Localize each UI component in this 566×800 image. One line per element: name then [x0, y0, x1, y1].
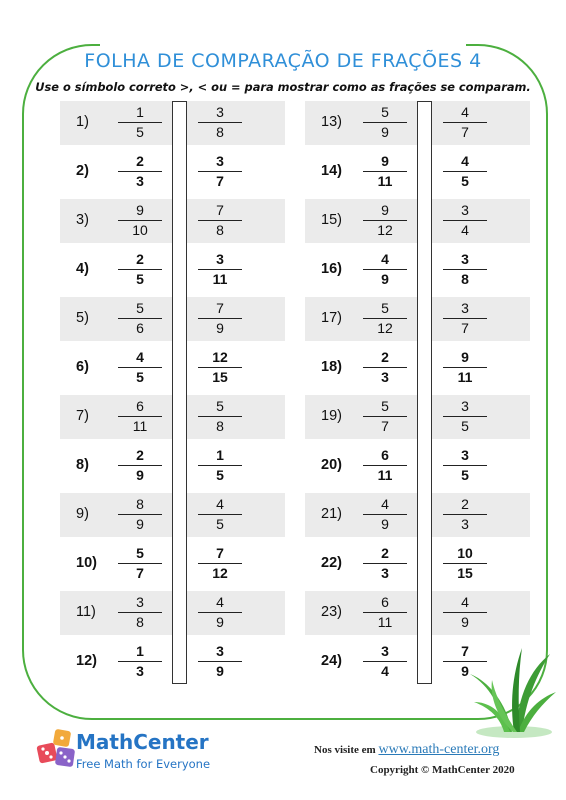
problem-number: 22) [321, 555, 342, 571]
denominator: 3 [363, 563, 407, 583]
answer-box[interactable] [417, 194, 432, 243]
numerator: 3 [461, 202, 469, 218]
answer-box[interactable] [417, 586, 432, 635]
fraction-right [198, 642, 242, 681]
visit-text: Nos visite em [314, 744, 376, 756]
problem-number: 9) [76, 506, 89, 522]
answer-box[interactable] [417, 243, 432, 292]
denominator: 7 [118, 563, 162, 583]
numerator: 2 [381, 545, 389, 561]
fraction-right [443, 152, 487, 191]
fraction-left [118, 152, 162, 191]
numerator: 9 [381, 153, 389, 169]
fraction-right [443, 103, 487, 142]
fraction-left [363, 250, 407, 289]
denominator: 5 [118, 122, 162, 142]
numerator: 12 [212, 349, 228, 365]
numerator: 10 [457, 545, 473, 561]
problem-row [60, 101, 285, 145]
fraction-left [118, 593, 162, 632]
answer-box[interactable] [172, 292, 187, 341]
fraction-right [198, 446, 242, 485]
answer-box[interactable] [417, 537, 432, 586]
numerator: 8 [136, 496, 144, 512]
answer-box[interactable] [172, 635, 187, 684]
fraction-right [443, 299, 487, 338]
numerator: 9 [461, 349, 469, 365]
numerator: 5 [381, 104, 389, 120]
numerator: 7 [216, 545, 224, 561]
problem-number: 12) [76, 653, 97, 669]
denominator: 5 [118, 269, 162, 289]
fraction-right [198, 201, 242, 240]
denominator: 12 [363, 318, 407, 338]
fraction-right [443, 446, 487, 485]
fraction-left [118, 446, 162, 485]
problem-number: 6) [76, 359, 89, 375]
denominator: 7 [198, 171, 242, 191]
denominator: 10 [118, 220, 162, 240]
problem-row [305, 542, 530, 586]
problem-row [60, 640, 285, 684]
problem-number: 16) [321, 261, 342, 277]
problem-number: 19) [321, 408, 342, 424]
fraction-left [363, 642, 407, 681]
denominator: 11 [118, 416, 162, 436]
denominator: 5 [443, 465, 487, 485]
denominator: 9 [443, 661, 487, 681]
worksheet-title: FOLHA DE COMPARAÇÃO DE FRAÇÕES 4 [84, 50, 482, 72]
problem-row [305, 395, 530, 439]
denominator: 8 [118, 612, 162, 632]
fraction-right [198, 348, 242, 387]
answer-box[interactable] [172, 243, 187, 292]
answer-box[interactable] [172, 488, 187, 537]
fraction-right [443, 397, 487, 436]
numerator: 3 [216, 104, 224, 120]
numerator: 4 [216, 594, 224, 610]
numerator: 6 [136, 398, 144, 414]
denominator: 7 [363, 416, 407, 436]
answer-box[interactable] [417, 390, 432, 439]
denominator: 9 [363, 122, 407, 142]
problem-row [305, 101, 530, 145]
answer-box[interactable] [172, 390, 187, 439]
numerator: 3 [216, 643, 224, 659]
denominator: 15 [198, 367, 242, 387]
problem-number: 8) [76, 457, 89, 473]
numerator: 4 [136, 349, 144, 365]
denominator: 5 [443, 171, 487, 191]
problem-row [305, 346, 530, 390]
numerator: 3 [461, 300, 469, 316]
answer-box[interactable] [417, 488, 432, 537]
denominator: 8 [198, 220, 242, 240]
fraction-right [198, 495, 242, 534]
numerator: 9 [381, 202, 389, 218]
problem-number: 1) [76, 114, 89, 130]
problem-row [305, 297, 530, 341]
answer-box[interactable] [417, 341, 432, 390]
problem-row [60, 150, 285, 194]
answer-box[interactable] [172, 537, 187, 586]
answer-box[interactable] [172, 145, 187, 194]
problem-number: 17) [321, 310, 342, 326]
fraction-left [363, 495, 407, 534]
fraction-left [363, 397, 407, 436]
problem-number: 23) [321, 604, 342, 620]
denominator: 8 [198, 416, 242, 436]
problem-number: 14) [321, 163, 342, 179]
numerator: 3 [461, 447, 469, 463]
brand-tagline: Free Math for Everyone [76, 757, 211, 771]
fraction-left [118, 544, 162, 583]
fraction-right [443, 495, 487, 534]
numerator: 2 [461, 496, 469, 512]
fraction-right [443, 544, 487, 583]
numerator: 9 [136, 202, 144, 218]
problem-number: 2) [76, 163, 89, 179]
fraction-right [443, 201, 487, 240]
denominator: 11 [198, 269, 242, 289]
fraction-left [118, 397, 162, 436]
numerator: 4 [216, 496, 224, 512]
numerator: 4 [381, 496, 389, 512]
numerator: 5 [136, 300, 144, 316]
fraction-left [363, 593, 407, 632]
numerator: 4 [461, 104, 469, 120]
answer-box[interactable] [417, 101, 432, 145]
numerator: 7 [216, 202, 224, 218]
problem-row [60, 199, 285, 243]
fraction-right [443, 593, 487, 632]
numerator: 5 [381, 398, 389, 414]
problem-number: 13) [321, 114, 342, 130]
visit-line [314, 742, 499, 758]
problem-row [60, 248, 285, 292]
denominator: 9 [198, 612, 242, 632]
fraction-left [363, 152, 407, 191]
numerator: 5 [216, 398, 224, 414]
fraction-right [443, 250, 487, 289]
fraction-left [363, 201, 407, 240]
answer-box[interactable] [172, 341, 187, 390]
problem-row [60, 444, 285, 488]
problem-row [60, 493, 285, 537]
problem-number: 20) [321, 457, 342, 473]
problem-number: 11) [76, 604, 96, 620]
numerator: 3 [461, 398, 469, 414]
denominator: 11 [443, 367, 487, 387]
fraction-left [363, 348, 407, 387]
answer-box[interactable] [417, 145, 432, 194]
denominator: 3 [118, 171, 162, 191]
answer-box[interactable] [417, 292, 432, 341]
fraction-right [198, 299, 242, 338]
denominator: 9 [363, 514, 407, 534]
problem-row [60, 297, 285, 341]
denominator: 9 [198, 318, 242, 338]
denominator: 5 [118, 367, 162, 387]
problem-row [60, 591, 285, 635]
fraction-left [363, 103, 407, 142]
fraction-left [118, 299, 162, 338]
answer-box[interactable] [172, 586, 187, 635]
denominator: 5 [198, 514, 242, 534]
copyright: Copyright © MathCenter 2020 [370, 764, 515, 776]
numerator: 2 [136, 153, 144, 169]
problem-row [305, 444, 530, 488]
problem-row [60, 542, 285, 586]
grass-decoration-icon [466, 640, 558, 740]
brand-name: MathCenter [76, 730, 209, 754]
fraction-left [118, 250, 162, 289]
fraction-right [198, 103, 242, 142]
numerator: 1 [136, 643, 144, 659]
numerator: 1 [216, 447, 224, 463]
fraction-left [363, 299, 407, 338]
problem-number: 10) [76, 555, 97, 571]
fraction-left [363, 544, 407, 583]
problem-row [305, 591, 530, 635]
numerator: 2 [136, 251, 144, 267]
numerator: 3 [461, 251, 469, 267]
fraction-left [118, 348, 162, 387]
denominator: 12 [198, 563, 242, 583]
numerator: 6 [381, 594, 389, 610]
problem-row [305, 493, 530, 537]
problem-number: 15) [321, 212, 342, 228]
denominator: 7 [443, 122, 487, 142]
numerator: 3 [136, 594, 144, 610]
denominator: 9 [443, 612, 487, 632]
denominator: 9 [118, 465, 162, 485]
fraction-left [118, 642, 162, 681]
instructions: Use o símbolo correto >, < ou = para mostrar como as frações se comparam. [35, 80, 531, 94]
fraction-right [198, 544, 242, 583]
denominator: 11 [363, 465, 407, 485]
fraction-right [443, 348, 487, 387]
fraction-left [118, 201, 162, 240]
fraction-right [198, 593, 242, 632]
numerator: 2 [381, 349, 389, 365]
numerator: 3 [216, 153, 224, 169]
numerator: 2 [136, 447, 144, 463]
numerator: 3 [216, 251, 224, 267]
denominator: 9 [118, 514, 162, 534]
problem-number: 24) [321, 653, 342, 669]
denominator: 12 [363, 220, 407, 240]
site-link[interactable]: www.math-center.org [378, 742, 500, 757]
denominator: 5 [443, 416, 487, 436]
numerator: 5 [136, 545, 144, 561]
denominator: 9 [198, 661, 242, 681]
denominator: 5 [198, 465, 242, 485]
answer-box[interactable] [172, 194, 187, 243]
denominator: 15 [443, 563, 487, 583]
problem-number: 4) [76, 261, 89, 277]
numerator: 5 [381, 300, 389, 316]
problem-number: 5) [76, 310, 89, 326]
problem-row [305, 150, 530, 194]
denominator: 4 [363, 661, 407, 681]
fraction-left [118, 495, 162, 534]
problem-row [305, 248, 530, 292]
denominator: 8 [198, 122, 242, 142]
answer-box[interactable] [172, 101, 187, 145]
fraction-right [198, 250, 242, 289]
problem-row [60, 346, 285, 390]
denominator: 11 [363, 612, 407, 632]
numerator: 7 [216, 300, 224, 316]
fraction-left [118, 103, 162, 142]
fraction-right [198, 152, 242, 191]
denominator: 4 [443, 220, 487, 240]
denominator: 8 [443, 269, 487, 289]
answer-box[interactable] [172, 439, 187, 488]
denominator: 7 [443, 318, 487, 338]
fraction-right [198, 397, 242, 436]
denominator: 9 [363, 269, 407, 289]
denominator: 3 [363, 367, 407, 387]
answer-box[interactable] [417, 635, 432, 684]
problem-number: 21) [321, 506, 342, 522]
denominator: 3 [443, 514, 487, 534]
answer-box[interactable] [417, 439, 432, 488]
problem-row [60, 395, 285, 439]
denominator: 3 [118, 661, 162, 681]
numerator: 1 [136, 104, 144, 120]
numerator: 4 [381, 251, 389, 267]
numerator: 4 [461, 594, 469, 610]
numerator: 4 [461, 153, 469, 169]
problem-number: 18) [321, 359, 342, 375]
problem-number: 7) [76, 408, 89, 424]
problem-number: 3) [76, 212, 89, 228]
fraction-left [363, 446, 407, 485]
numerator: 6 [381, 447, 389, 463]
problem-row [305, 199, 530, 243]
denominator: 6 [118, 318, 162, 338]
denominator: 11 [363, 171, 407, 191]
numerator: 3 [381, 643, 389, 659]
numerator: 7 [461, 643, 469, 659]
